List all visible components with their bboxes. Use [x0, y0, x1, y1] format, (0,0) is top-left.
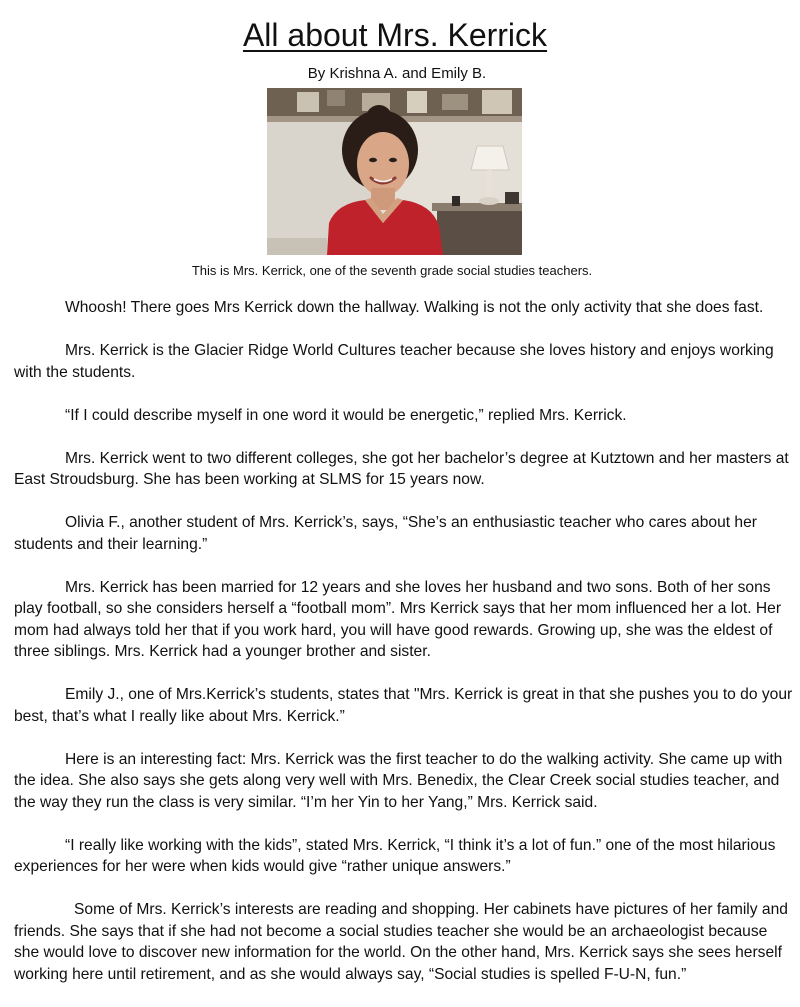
paragraph: Mrs. Kerrick is the Glacier Ridge World Cultures teacher because she loves history and enjoys working with the students. [14, 342, 774, 381]
article-body [14, 297, 794, 1007]
paragraph: Mrs. Kerrick went to two different colleges, she got her bachelor’s degree at Kutztown and her masters at East Stroudsburg. She has been working at SLMS for 15 years now. [14, 449, 789, 488]
paragraph: Some of Mrs. Kerrick’s interests are reading and shopping. Her cabinets have pictures of her family and friends. She says that if she had not become a social studies teacher she would be an archaeologist because she would love to discover new information for the world. On the other hand, Mrs. Kerrick says she sees herself working here until retirement, and as she would always say, “Social studies is spelled F-U-N, fun.” [14, 901, 788, 983]
article-title: All about Mrs. Kerrick [242, 17, 548, 53]
paragraph: Mrs. Kerrick has been married for 12 years and she loves her husband and two sons. Both of her sons play football, so she considers herself a “football mom”. Mrs Kerrick says that her mom influenced her a lot. Her mom had always told her that if you work hard, you will have good rewards. Growing up, she was the eldest of three siblings. Mrs. Kerrick had a younger brother and sister. [14, 578, 782, 660]
paragraph: “I really like working with the kids”, stated Mrs. Kerrick, “I think it’s a lot of fun.” one of the most hilarious experiences for her were when kids would give “rather unique answers.” [14, 836, 776, 875]
paragraph: “If I could describe myself in one word it would be energetic,” replied Mrs. Kerrick. [65, 406, 627, 424]
photo-caption: This is Mrs. Kerrick, one of the seventh grade social studies teachers. [191, 263, 593, 278]
teacher-photo [267, 88, 522, 255]
article-byline: By Krishna A. and Emily B. [307, 65, 487, 82]
paragraph: Here is an interesting fact: Mrs. Kerrick was the first teacher to do the walking activity. She came up with the idea. She also says she gets along very well with Mrs. Benedix, the Clear Creek social studies teacher, and the way they run the class is very similar. “I’m her Yin to her Yang,” Mrs. Kerrick said. [14, 750, 783, 811]
paragraph: Olivia F., another student of Mrs. Kerrick’s, says, “She’s an enthusiastic teacher who cares about her students and their learning.” [14, 514, 757, 553]
paragraph: Emily J., one of Mrs.Kerrick’s students, states that "Mrs. Kerrick is great in that she pushes you to do your best, that’s what I really like about Mrs. Kerrick.” [14, 686, 793, 725]
paragraph: Whoosh! There goes Mrs Kerrick down the hallway. Walking is not the only activity that she does fast. [65, 299, 764, 316]
